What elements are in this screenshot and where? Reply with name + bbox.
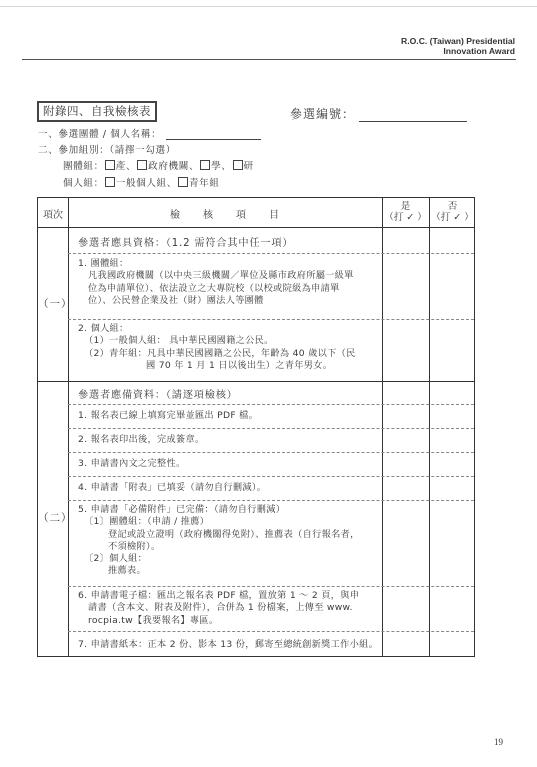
individual-label: 個人組：	[63, 178, 104, 189]
checkbox[interactable]	[178, 177, 188, 187]
checklist-table	[37, 197, 475, 657]
s2-item-1: 1. 報名表已線上填寫完畢並匯出 PDF 檔。	[78, 410, 259, 421]
s2-item-2: 2. 報名表印出後，完成簽章。	[78, 434, 205, 445]
row-divider	[68, 631, 474, 632]
header-item: 項次	[43, 210, 63, 221]
tick-hint: （打 ✓ ）	[384, 212, 427, 223]
checkbox[interactable]	[233, 160, 243, 170]
col-divider	[429, 198, 430, 656]
option-label: 產、	[115, 161, 137, 172]
row-divider	[68, 500, 474, 501]
s1-item-2	[78, 323, 356, 372]
item-text: 凡我國政府機關（以中央三級機關／單位及縣市政府所屬一級單	[88, 270, 354, 282]
section-1-title: 參選者應具資格：（1.2 需符合其中任一項）	[78, 238, 294, 249]
row-divider	[68, 476, 474, 477]
row-divider	[68, 319, 474, 320]
page-number: 19	[494, 737, 503, 747]
entry-number	[290, 105, 467, 122]
s2-item-6	[78, 590, 359, 627]
page-header	[401, 36, 515, 56]
checkbox[interactable]	[200, 160, 210, 170]
entry-number-field[interactable]	[359, 109, 467, 122]
section-2-title: 參選者應備資料：（請逐項檢核）	[78, 390, 238, 401]
row-divider	[68, 452, 474, 453]
item-text: 不須檢附）。	[108, 540, 161, 552]
group-label: 團體組：	[63, 161, 104, 172]
checkbox[interactable]	[105, 160, 115, 170]
row-divider	[68, 253, 474, 254]
item-text: 5. 申請書「必備附件」已完備：（請勿自行刪減）	[78, 504, 286, 515]
name-label: 一、參選團體 / 個人名稱：	[38, 129, 162, 140]
row-divider	[38, 227, 474, 228]
header-no	[429, 201, 476, 223]
name-field[interactable]	[166, 130, 261, 140]
name-row	[38, 126, 261, 140]
entry-label: 參選編號：	[290, 107, 356, 121]
section-1-number: （一）	[38, 298, 73, 310]
s2-item-5	[78, 504, 360, 578]
group-row	[63, 158, 254, 172]
checkbox[interactable]	[137, 160, 147, 170]
header-content: 檢 核 項 目	[170, 210, 280, 221]
item-text: rocpia.tw【我要報名】專區。	[88, 614, 219, 626]
row-divider	[68, 404, 474, 405]
item-text: 〔1〕團體組：（申請 / 推薦）	[84, 516, 210, 528]
yes-label: 是	[400, 201, 411, 212]
tick-hint: （打 ✓ ）	[431, 212, 474, 223]
s1-item-1	[78, 258, 354, 307]
col-divider	[382, 198, 383, 656]
row-divider	[68, 586, 474, 587]
option-label: 政府機關、	[148, 161, 200, 172]
row-divider	[68, 428, 474, 429]
item-text: 〔2〕個人組：	[84, 553, 148, 565]
no-label: 否	[447, 201, 458, 212]
row-divider	[38, 381, 474, 382]
option-label: 學、	[211, 161, 232, 172]
item-text: 推薦表。	[108, 565, 146, 577]
col-divider	[68, 198, 69, 656]
item-title: 2. 個人組：	[78, 323, 129, 334]
section-2-number: （二）	[38, 512, 73, 524]
category-label: 二、參加組別：（請擇一勾選）	[38, 145, 176, 156]
item-text: 位）、公民營企業及社（財）團法人等團體	[88, 294, 264, 306]
header-rule	[22, 59, 516, 60]
s2-item-7: 7. 申請書紙本：正本 2 份、影本 13 份，郵寄至總統創新獎工作小組。	[78, 639, 379, 650]
item-title: 1. 團體組：	[78, 258, 129, 269]
item-text: （1）一般個人組： 具中華民國國籍之公民。	[84, 335, 274, 347]
item-text: 位為申請單位）、依法設立之大專院校（以校或院級為申請單	[88, 282, 340, 294]
item-text: 請書（含本文、附表及附件），合併為 1 份檔案，上傳至 www.	[88, 602, 353, 614]
s2-item-4: 4. 申請書「附表」已填妥（請勿自行刪減）。	[78, 482, 267, 493]
item-text: （2）青年組：凡具中華民國國籍之公民，年齡為 40 歲以下（民	[84, 347, 356, 359]
checkbox[interactable]	[105, 177, 115, 187]
item-text: 國 70 年 1 月 1 日以後出生）之青年男女。	[146, 359, 333, 371]
individual-row	[63, 175, 220, 189]
appendix-title: 附錄四、自我檢核表	[38, 102, 156, 121]
scan-edge	[0, 6, 537, 7]
s2-item-3: 3. 申請書內文之完整性。	[78, 458, 186, 469]
item-text: 登記或設立證明（政府機關得免附）、推薦表（自行報名者，	[108, 528, 360, 540]
option-label: 研	[243, 161, 254, 172]
header-yes	[382, 201, 429, 223]
option-label: 一般個人組、	[115, 178, 177, 189]
header-line-2: Innovation Award	[443, 46, 515, 56]
header-line-1: R.O.C. (Taiwan) Presidential	[401, 36, 515, 46]
item-text: 6. 申請書電子檔：匯出之報名表 PDF 檔，置放第 1 ～ 2 頁，與申	[78, 590, 360, 601]
option-label: 青年組	[188, 178, 220, 189]
